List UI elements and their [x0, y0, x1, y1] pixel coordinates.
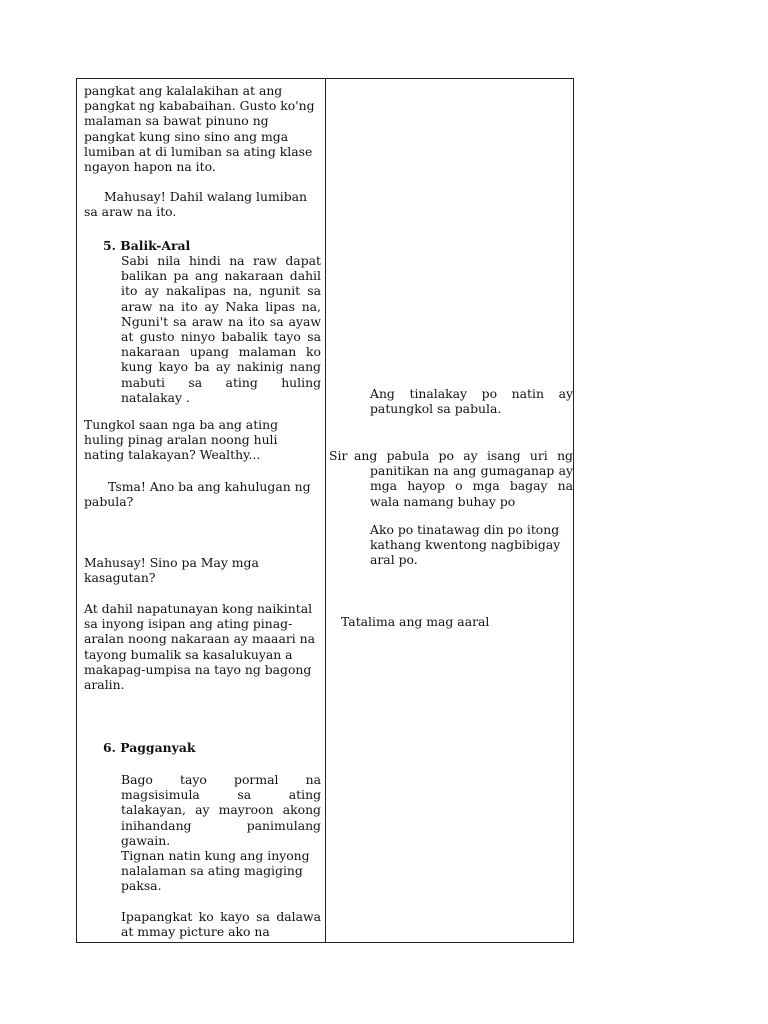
answer-topic: Ang tinalakay po natin ay patungkol sa pabula.	[370, 386, 573, 417]
pagganyak-body-2: Tignan natin kung ang inyong nalalaman sa ating magiging paksa.	[121, 848, 310, 894]
heading-pagganyak: 6. Pagganyak	[103, 740, 196, 755]
question-more: Mahusay! Sino pa May mga kasagutan?	[84, 555, 259, 586]
lesson-plan-table	[76, 78, 574, 943]
praise-attendance: Mahusay! Dahil walang lumiban sa araw na ito.	[84, 189, 308, 220]
answer-more: Ako po tinatawag din po itong kathang kwentong nagbibigay aral po.	[370, 522, 561, 568]
answer-meaning: ang pabula po ay isang uri ng panitikan na ang gumaganap ay mga hayop o mga bagay na wala namang buhay po	[354, 448, 573, 509]
pagganyak-body-1: Bago tayo pormal na magsisimula sa ating talakayan, ay mayroon akong inihandang panimulang gawain.	[121, 772, 321, 848]
balik-aral-body: Sabi nila hindi na raw dapat balikan pa ang nakaraan dahil ito ay nakalipas na, ngunit sa araw na ito ay Naka lipas na, Nguni't sa araw na ito sa ayaw at gusto ninyo babalik tayo sa nakaraan upang malaman ko kung kayo ba ay nakinig nang mabuti sa ating huling natalakay .	[121, 253, 321, 405]
question-topic: Tungkol saan nga ba ang ating huling pinag aralan noong huli nating talakayan? Wealthy...	[84, 417, 279, 463]
student-count: Tatalima ang mag aaral	[341, 614, 490, 629]
question-meaning: Tsma! Ano ba ang kahulugan ng pabula?	[84, 479, 311, 510]
answer-meaning-lead: Sir	[329, 448, 348, 463]
heading-balik-aral: 5. Balik-Aral	[103, 238, 191, 253]
column-divider	[325, 79, 326, 942]
pagganyak-body-3: Ipapangkat ko kayo sa dalawa at mmay picture ako na	[121, 909, 321, 940]
intro-paragraph: pangkat ang kalalakihan at ang pangkat ng kababaihan. Gusto ko'ng malaman sa bawat pinuno ng pangkat kung sino sino ang mga lumiban at di lumiban sa ating klase ngayon hapon na ito.	[84, 83, 315, 175]
transition-paragraph: At dahil napatunayan kong naikintal sa inyong isipan ang ating pinag-aralan noong nakaraan ay maaari na tayong bumalik sa kasalukuyan a makapag-umpisa na tayo ng bagong aralin.	[84, 601, 316, 693]
